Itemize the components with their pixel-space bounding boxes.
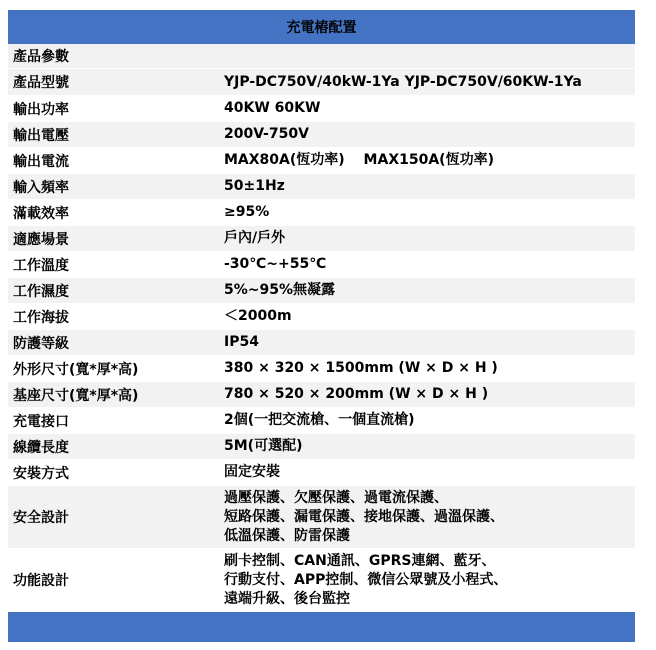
spec-table <box>8 10 635 642</box>
row-value: ＜2000m <box>224 308 292 324</box>
table-row <box>8 356 635 382</box>
row-value: 780 × 520 × 200mm (W × D × H ) <box>224 386 489 402</box>
row-label: 線纜長度 <box>13 439 69 456</box>
row-label: 產品參數 <box>13 49 69 65</box>
row-value: 戶內/戶外 <box>224 230 286 246</box>
table-title: 充電樁配置 <box>8 10 635 44</box>
table-row <box>8 330 635 356</box>
row-value: 固定安裝 <box>224 464 280 480</box>
row-label: 輸入頻率 <box>13 179 69 196</box>
row-label: 工作溫度 <box>13 257 69 274</box>
row-label: 滿載效率 <box>13 205 69 222</box>
row-value: 380 × 320 × 1500mm (W × D × H ) <box>224 360 498 376</box>
table-row <box>8 226 635 252</box>
row-label: 功能設計 <box>13 573 69 589</box>
row-label: 安裝方式 <box>13 465 69 482</box>
row-value: YJP-DC750V/40kW-1Ya YJP-DC750V/60KW-1Ya <box>224 73 582 90</box>
row-label: 防護等級 <box>13 335 69 352</box>
row-label: 適應場景 <box>13 231 69 248</box>
row-label: 產品型號 <box>13 75 69 91</box>
table-row <box>8 460 635 486</box>
table-row <box>8 96 635 122</box>
table-footer-bar <box>8 612 635 642</box>
table-row <box>8 148 635 174</box>
table-row <box>8 174 635 200</box>
row-label: 工作濕度 <box>13 283 69 300</box>
row-value: 50±1Hz <box>224 178 285 194</box>
row-label: 充電接口 <box>13 413 69 430</box>
table-row <box>8 200 635 226</box>
row-label: 工作海拔 <box>13 309 69 326</box>
table-row <box>8 69 635 96</box>
row-value: -30℃~+55℃ <box>224 256 327 272</box>
row-value: 過壓保護、欠壓保護、過電流保護、 短路保護、漏電保護、接地保護、過溫保護、 低溫保護、防雷保護 <box>224 489 504 544</box>
table-row <box>8 44 635 69</box>
table-row <box>8 122 635 148</box>
table-row <box>8 382 635 408</box>
row-value: 5%~95%無凝露 <box>224 282 336 298</box>
row-label: 輸出電流 <box>13 153 69 170</box>
table-row <box>8 304 635 330</box>
row-value: 2個(一把交流槍、一個直流槍) <box>224 412 415 428</box>
table-row <box>8 434 635 460</box>
row-label: 基座尺寸(寬*厚*高) <box>13 387 139 404</box>
row-label: 安全設計 <box>13 510 69 526</box>
table-row <box>8 278 635 304</box>
row-value: 40KW 60KW <box>224 100 321 116</box>
row-value: MAX80A(恆功率) MAX150A(恆功率) <box>224 152 494 168</box>
table-row <box>8 549 635 612</box>
row-value: ≥95% <box>224 204 270 220</box>
table-row <box>8 408 635 434</box>
row-value: IP54 <box>224 334 259 350</box>
row-value: 5M(可選配) <box>224 438 303 454</box>
row-value: 200V-750V <box>224 126 309 142</box>
table-row <box>8 252 635 278</box>
row-label: 外形尺寸(寬*厚*高) <box>13 361 139 378</box>
row-value: 刷卡控制、CAN通訊、GPRS連網、藍牙、 行動支付、APP控制、微信公眾號及小程式、 遠端升級、後台監控 <box>224 552 508 607</box>
row-label: 輸出電壓 <box>13 127 69 144</box>
row-label: 輸出功率 <box>13 101 69 118</box>
table-row <box>8 486 635 549</box>
